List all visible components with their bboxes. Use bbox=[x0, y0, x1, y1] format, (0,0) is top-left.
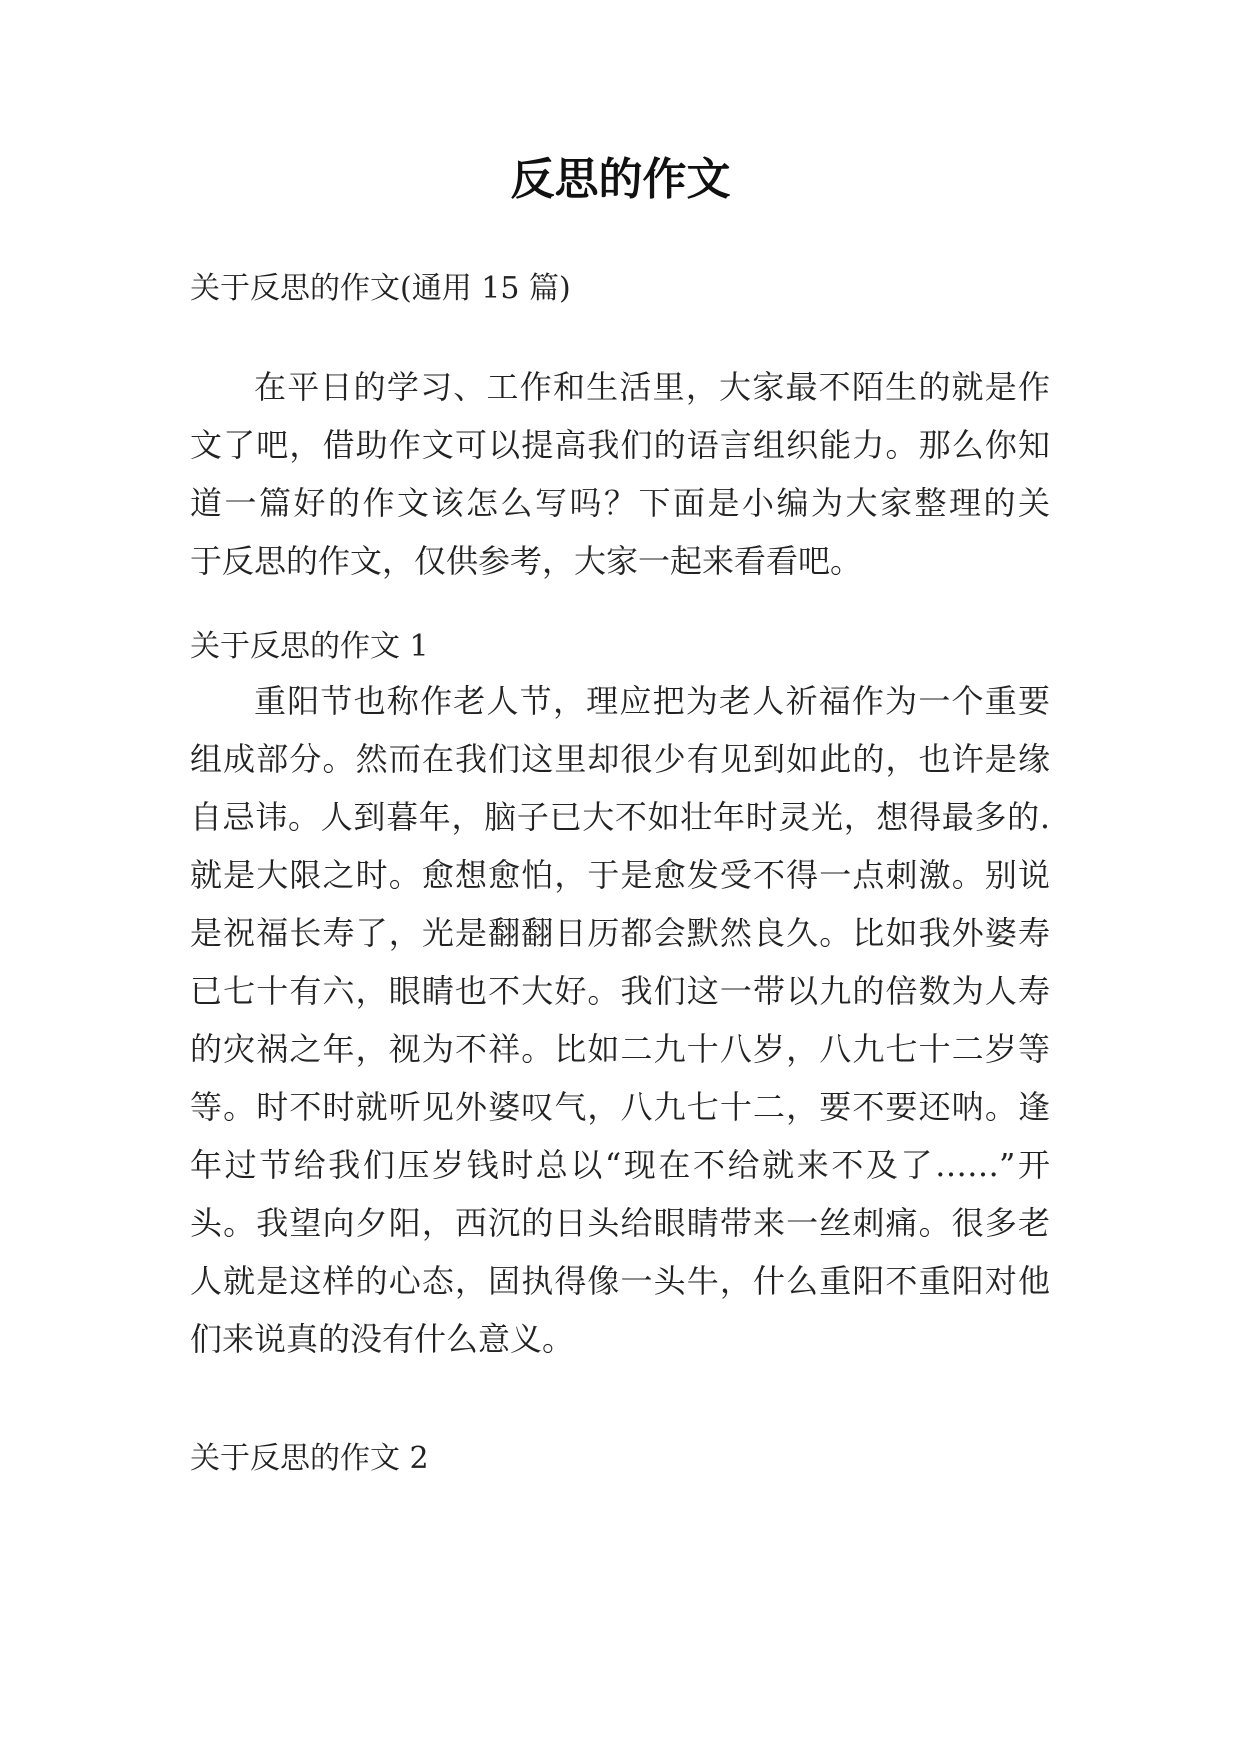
section-1-line: 的灾祸之年，视为不祥。比如二九十八岁，八九七十二岁等 bbox=[190, 1030, 1050, 1068]
section-1-line: 等。时不时就听见外婆叹气，八九七十二，要不要还呐。逢 bbox=[190, 1088, 1050, 1126]
section-1-line: 人就是这样的心态，固执得像一头牛，什么重阳不重阳对他 bbox=[190, 1262, 1050, 1300]
intro-line: 在平日的学习、工作和生活里，大家最不陌生的就是作 bbox=[254, 368, 1050, 406]
intro-line: 文了吧，借助作文可以提高我们的语言组织能力。那么你知 bbox=[190, 426, 1050, 464]
section-1-line: 就是大限之时。愈想愈怕，于是愈发受不得一点刺激。别说 bbox=[190, 856, 1050, 894]
section-1-line: 是祝福长寿了，光是翻翻日历都会默然良久。比如我外婆寿 bbox=[190, 914, 1050, 952]
section-2-heading: 关于反思的作文 2 bbox=[190, 1441, 429, 1476]
section-1-line: 年过节给我们压岁钱时总以“现在不给就来不及了……”开 bbox=[190, 1146, 1050, 1184]
section-1-paragraph bbox=[190, 672, 1050, 1368]
section-1-line: 们来说真的没有什么意义。 bbox=[190, 1320, 575, 1358]
section-1-line: 重阳节也称作老人节，理应把为老人祈福作为一个重要 bbox=[254, 682, 1050, 720]
document-subtitle: 关于反思的作文(通用 15 篇) bbox=[190, 271, 571, 306]
intro-paragraph bbox=[190, 358, 1050, 590]
section-1-line: 组成部分。然而在我们这里却很少有见到如此的，也许是缘 bbox=[190, 740, 1050, 778]
section-1-line: 头。我望向夕阳，西沉的日头给眼睛带来一丝刺痛。很多老 bbox=[190, 1204, 1050, 1242]
section-1-line: 已七十有六，眼睛也不大好。我们这一带以九的倍数为人寿 bbox=[190, 972, 1050, 1010]
section-1-line: 自忌讳。人到暮年，脑子已大不如壮年时灵光，想得最多的. bbox=[190, 798, 1050, 836]
intro-line: 于反思的作文，仅供参考，大家一起来看看吧。 bbox=[190, 542, 863, 580]
document-title: 反思的作文 bbox=[510, 154, 731, 205]
intro-line: 道一篇好的作文该怎么写吗？下面是小编为大家整理的关 bbox=[190, 484, 1050, 522]
section-1-heading: 关于反思的作文 1 bbox=[190, 629, 429, 664]
